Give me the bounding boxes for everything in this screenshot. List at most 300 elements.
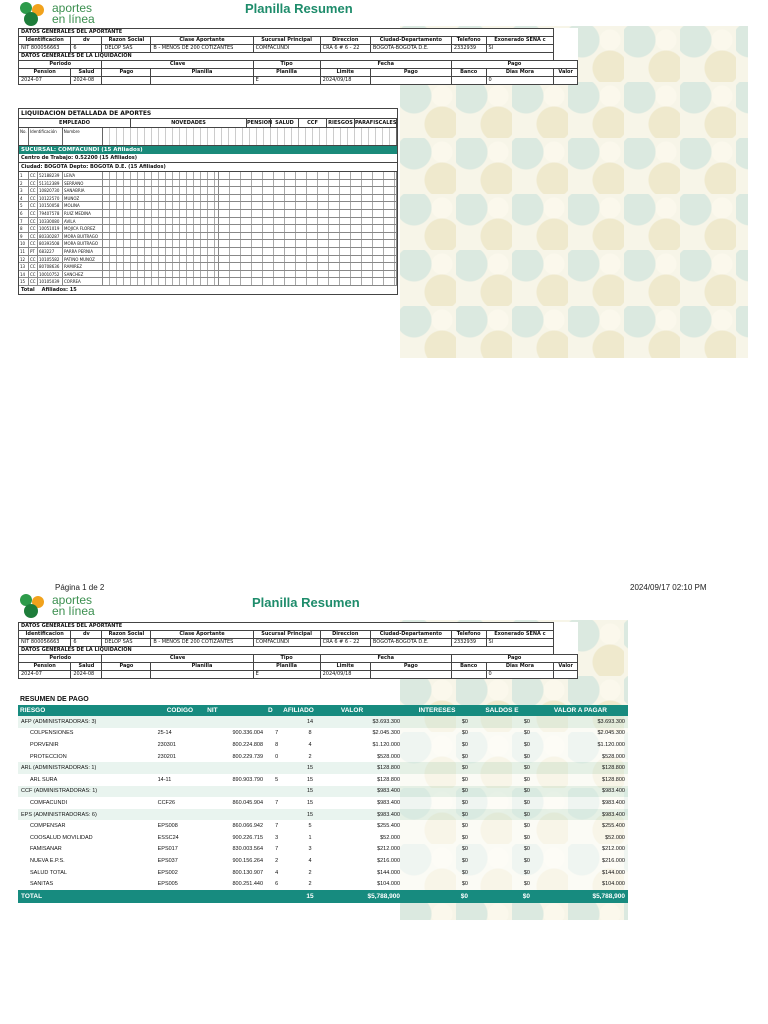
group-row: [18, 762, 628, 774]
row-doc-type: CC: [29, 172, 38, 179]
table-row: [19, 225, 397, 233]
row-aportes: [219, 210, 397, 217]
group-label: Tipo: [253, 655, 320, 663]
cell-saldos: $0: [471, 832, 533, 844]
row-doc-type: CC: [29, 256, 38, 263]
header-values: [19, 639, 578, 647]
column-label: Ciudad-Departamento: [370, 37, 451, 45]
cell-pagar: $3.693.300: [533, 716, 628, 728]
column-value: [370, 77, 451, 85]
cell-riesgo: AFP (ADMINISTRADORAS: 3): [18, 716, 155, 728]
row-novedades: [103, 256, 219, 263]
cell-d: 4: [266, 867, 281, 879]
row-name: PATINO MUNOZ: [63, 256, 103, 263]
column-label: Valor: [554, 69, 578, 77]
cell-d: 7: [266, 844, 281, 856]
row-number: 6: [19, 210, 29, 217]
cell-codigo: EPS037: [155, 855, 206, 867]
section-row: [19, 623, 578, 631]
cell-afiliado: 2: [281, 751, 339, 763]
section-row: [19, 647, 578, 655]
column-label: Salud: [71, 69, 102, 77]
column-value: SI: [486, 639, 554, 647]
cell-riesgo: PROTECCION: [18, 751, 155, 763]
row-aportes: [219, 248, 397, 255]
row-number: 12: [19, 256, 29, 263]
column-value: [451, 671, 486, 679]
table-row: [18, 820, 628, 832]
cell-riesgo: NUEVA E.P.S.: [18, 855, 155, 867]
table-row: [19, 233, 397, 241]
cell-pagar: $216.000: [533, 855, 628, 867]
row-aportes: [219, 187, 397, 194]
column-value: 2024/09/18: [320, 671, 370, 679]
row-novedades: [103, 172, 219, 179]
table-row: [18, 728, 628, 740]
row-number: 11: [19, 248, 29, 255]
cell-codigo: [155, 762, 206, 774]
cell-pagar: $983.400: [533, 797, 628, 809]
cell-saldos: $0: [471, 774, 533, 786]
row-aportes: [219, 195, 397, 202]
table-row: [18, 878, 628, 890]
column-label: Telefono: [451, 631, 486, 639]
cell-saldos: $0: [471, 716, 533, 728]
column-header: NIT: [205, 705, 266, 716]
column-value: 6: [71, 639, 102, 647]
row-number: 3: [19, 187, 29, 194]
cell-codigo: 230201: [155, 751, 206, 763]
column-value: 2024-08: [71, 77, 102, 85]
row-id: 10105582: [38, 256, 63, 263]
cell-pagar: $128.800: [533, 762, 628, 774]
row-aportes: [219, 240, 397, 247]
table-row: [18, 751, 628, 763]
table-row: [18, 867, 628, 879]
column-label: dv: [71, 631, 102, 639]
row-doc-type: CC: [29, 195, 38, 202]
group-header: PENSION: [247, 120, 273, 126]
row-id: 80330287: [38, 233, 63, 240]
table-row: [19, 278, 397, 286]
detalle-total: Total Afiliados: 15: [21, 286, 77, 293]
row-number: 2: [19, 180, 29, 187]
row-aportes: [219, 172, 397, 179]
row-id: 10150058: [38, 202, 63, 209]
cell-riesgo: SANITAS: [18, 878, 155, 890]
table-row: [19, 263, 397, 271]
section-title: DATOS GENERALES DE LA LIQUIDACION: [19, 53, 554, 61]
column-label: Banco: [451, 663, 486, 671]
column-value: [151, 671, 253, 679]
column-label: Identificacion: [19, 631, 71, 639]
table-row: [19, 195, 397, 203]
column-value: 2024-07: [19, 671, 71, 679]
row-novedades: [103, 225, 219, 232]
table-row: [18, 739, 628, 751]
column-label: Pago: [102, 69, 151, 77]
cell-codigo: ESSC24: [155, 832, 206, 844]
group-header: SALUD: [271, 119, 299, 127]
cell-pagar: $104.000: [533, 878, 628, 890]
row-name: SANCHEZ: [63, 271, 103, 278]
section-row: [19, 53, 578, 61]
cell-codigo: EPS017: [155, 844, 206, 856]
column-value: 2024-07: [19, 77, 71, 85]
group-row: [18, 809, 628, 821]
row-doc-type: CC: [29, 263, 38, 270]
logo-text-line2: en línea: [52, 12, 95, 26]
row-novedades: [103, 187, 219, 194]
group-header: CCF: [299, 119, 327, 127]
cell-afiliado: 14: [281, 716, 339, 728]
cell-valor: $3.693.300: [339, 716, 403, 728]
column-label: Clase Aportante: [151, 631, 253, 639]
cell-nit: 800.130.907: [205, 867, 266, 879]
group-label: Pago: [451, 655, 577, 663]
table-row: [19, 202, 397, 210]
column-label: Exonerado SENA c: [486, 37, 554, 45]
cell-afiliado: 15: [281, 797, 339, 809]
column-label: Pago: [370, 69, 451, 77]
row-aportes: [219, 180, 397, 187]
column-label: Pension: [19, 663, 71, 671]
cell-intereses: $0: [403, 855, 471, 867]
cell-intereses: $0: [403, 820, 471, 832]
cell-saldos: $0: [471, 728, 533, 740]
group-row: [18, 716, 628, 728]
total-pagar: $5,788,900: [533, 890, 628, 903]
row-name: MORA BUITRAGO: [63, 233, 103, 240]
cell-codigo: [155, 716, 206, 728]
cell-d: [266, 786, 281, 798]
column-label: Pago: [102, 663, 151, 671]
cell-intereses: $0: [403, 762, 471, 774]
column-label: Dias Mora: [486, 69, 554, 77]
cell-intereses: $0: [403, 751, 471, 763]
row-id: 683227: [38, 248, 63, 255]
page-2: [0, 578, 768, 1024]
row-number: 14: [19, 271, 29, 278]
row-id: 10051019: [38, 225, 63, 232]
cell-riesgo: ARL (ADMINISTRADORAS: 1): [18, 762, 155, 774]
group-label: Fecha: [320, 655, 451, 663]
total-intereses: $0: [403, 890, 471, 903]
row-aportes: [219, 233, 397, 240]
table-row: [18, 832, 628, 844]
column-value: COMFACUNDI: [253, 45, 320, 53]
branch-banner: SUCURSAL: COMFACUNDI (15 Afiliados): [19, 146, 397, 154]
column-value: 0: [486, 671, 554, 679]
column-value: [102, 671, 151, 679]
cell-d: 7: [266, 797, 281, 809]
cell-pagar: $983.400: [533, 809, 628, 821]
column-value: 2024/09/18: [320, 77, 370, 85]
column-label: Planilla: [151, 69, 253, 77]
column-header-novedades: [103, 128, 397, 145]
cell-valor: $2.045.300: [339, 728, 403, 740]
table-row: [18, 797, 628, 809]
cell-codigo: EPS005: [155, 878, 206, 890]
cell-nit: 800.224.808: [205, 739, 266, 751]
cell-nit: 890.903.790: [205, 774, 266, 786]
row-aportes: [219, 202, 397, 209]
row-name: SANABRIA: [63, 187, 103, 194]
cell-codigo: [155, 809, 206, 821]
cell-pagar: $2.045.300: [533, 728, 628, 740]
cell-afiliado: 5: [281, 820, 339, 832]
cell-nit: 900.336.004: [205, 728, 266, 740]
row-id: 52188239: [38, 172, 63, 179]
detalle-title: LIQUIDACION DETALLADA DE APORTES: [19, 109, 397, 119]
row-doc-type: CC: [29, 271, 38, 278]
column-header: Identificación: [29, 128, 63, 145]
cell-intereses: $0: [403, 809, 471, 821]
table-row: [19, 248, 397, 256]
cell-intereses: $0: [403, 774, 471, 786]
row-number: 5: [19, 202, 29, 209]
table-row: [19, 187, 397, 195]
logo-text-line1: aportes: [52, 593, 93, 607]
row-doc-type: CC: [29, 202, 38, 209]
row-name: PARRA PERNIA: [63, 248, 103, 255]
row-doc-type: CC: [29, 240, 38, 247]
logo-text-line2: en línea: [52, 604, 95, 618]
total-label: TOTAL: [18, 890, 155, 903]
cell-codigo: 230301: [155, 739, 206, 751]
row-name: LEIVA: [63, 172, 103, 179]
cell-saldos: $0: [471, 844, 533, 856]
row-novedades: [103, 271, 219, 278]
column-label: Planilla: [151, 663, 253, 671]
brand-logo: [20, 594, 95, 618]
column-value: BOGOTA-BOGOTA D.E.: [370, 639, 451, 647]
cell-d: 0: [266, 751, 281, 763]
logo-mark-icon: [20, 594, 48, 618]
column-value: B - MENOS DE 200 COTIZANTES: [151, 45, 253, 53]
column-label: Clase Aportante: [151, 37, 253, 45]
cell-valor: $528.000: [339, 751, 403, 763]
cell-nit: 830.003.564: [205, 844, 266, 856]
column-label: Pension: [19, 69, 71, 77]
row-doc-type: CC: [29, 210, 38, 217]
column-value: CRA 6 # 6 - 22: [320, 45, 370, 53]
cell-saldos: $0: [471, 797, 533, 809]
column-value: SI: [486, 45, 554, 53]
cell-valor: $104.000: [339, 878, 403, 890]
column-header: AFILIADO: [281, 705, 339, 716]
cell-valor: $128.800: [339, 762, 403, 774]
cell-d: 8: [266, 739, 281, 751]
row-number: 10: [19, 240, 29, 247]
group-row: [18, 786, 628, 798]
group-label: Periodo: [19, 655, 102, 663]
cell-riesgo: FAMISANAR: [18, 844, 155, 856]
header-labels: [19, 631, 578, 639]
column-header: INTERESES: [403, 705, 471, 716]
column-label: Salud: [71, 663, 102, 671]
ciudad-info: Ciudad: BOGOTA Depto: BOGOTA D.E. (15 Afiliados): [19, 163, 397, 172]
total-empty: [266, 890, 281, 903]
cell-valor: $983.400: [339, 809, 403, 821]
column-label: Telefono: [451, 37, 486, 45]
cell-d: 7: [266, 728, 281, 740]
group-label: Pago: [451, 61, 577, 69]
cell-codigo: [155, 786, 206, 798]
column-value: DELOP SAS: [102, 45, 151, 53]
group-label: Clave: [102, 655, 253, 663]
row-novedades: [103, 218, 219, 225]
row-id: 10330080: [38, 218, 63, 225]
cell-nit: 800.229.739: [205, 751, 266, 763]
row-id: 80393508: [38, 240, 63, 247]
row-id: 10820730: [38, 187, 63, 194]
cell-intereses: $0: [403, 878, 471, 890]
cell-d: 7: [266, 820, 281, 832]
cell-valor: $216.000: [339, 855, 403, 867]
group-header: PARAFISCALES: [355, 120, 397, 126]
cell-d: 6: [266, 878, 281, 890]
page-1: [0, 0, 768, 370]
column-value: [102, 77, 151, 85]
cell-saldos: $0: [471, 762, 533, 774]
cell-afiliado: 8: [281, 728, 339, 740]
cell-intereses: $0: [403, 716, 471, 728]
table-row: [18, 844, 628, 856]
total-row: [18, 890, 628, 903]
cell-intereses: $0: [403, 832, 471, 844]
cell-saldos: $0: [471, 751, 533, 763]
cell-saldos: $0: [471, 855, 533, 867]
cell-saldos: $0: [471, 786, 533, 798]
row-aportes: [219, 278, 397, 285]
row-number: 1: [19, 172, 29, 179]
row-novedades: [103, 195, 219, 202]
cell-codigo: 25-14: [155, 728, 206, 740]
section-title: DATOS GENERALES DE LA LIQUIDACION: [19, 647, 554, 655]
cell-afiliado: 15: [281, 809, 339, 821]
column-header: VALOR A PAGAR: [533, 705, 628, 716]
logo-mark-icon: [20, 2, 48, 26]
column-label: Ciudad-Departamento: [370, 631, 451, 639]
row-name: MORA BUITRAGO: [63, 240, 103, 247]
row-doc-type: CC: [29, 180, 38, 187]
row-aportes: [219, 263, 397, 270]
cell-intereses: $0: [403, 797, 471, 809]
section-title: DATOS GENERALES DEL APORTANTE: [19, 29, 554, 37]
page-title: Planilla Resumen: [252, 595, 360, 610]
cell-afiliado: 4: [281, 739, 339, 751]
resumen-pago: [18, 694, 628, 903]
centro-trabajo: Centro de Trabajo: 0.52200 (15 Afiliados): [19, 154, 397, 163]
cell-riesgo: COMFACUNDI: [18, 797, 155, 809]
table-row: [18, 774, 628, 786]
column-label: Direccion: [320, 37, 370, 45]
cell-nit: 900.156.264: [205, 855, 266, 867]
cell-saldos: $0: [471, 820, 533, 832]
cell-afiliado: 15: [281, 786, 339, 798]
row-novedades: [103, 278, 219, 285]
column-label: Valor: [554, 663, 578, 671]
table-row: [19, 240, 397, 248]
cell-riesgo: COLPENSIONES: [18, 728, 155, 740]
column-header: Nombre: [63, 128, 103, 145]
row-name: MOJICA FLOREZ: [63, 225, 103, 232]
cell-pagar: $255.400: [533, 820, 628, 832]
group-label: Fecha: [320, 61, 451, 69]
cell-intereses: $0: [403, 786, 471, 798]
row-name: SERRANO: [63, 180, 103, 187]
cell-nit: [205, 786, 266, 798]
cell-nit: 900.226.715: [205, 832, 266, 844]
column-label: Direccion: [320, 631, 370, 639]
liq-group-labels: [19, 61, 578, 69]
cell-d: 3: [266, 832, 281, 844]
column-value: 2332939: [451, 639, 486, 647]
cell-d: 2: [266, 855, 281, 867]
column-value: 2332939: [451, 45, 486, 53]
group-label: Tipo: [253, 61, 320, 69]
column-label: Planilla: [253, 663, 320, 671]
cell-valor: $983.400: [339, 786, 403, 798]
cell-valor: $144.000: [339, 867, 403, 879]
cell-nit: [205, 809, 266, 821]
row-doc-type: CC: [29, 233, 38, 240]
cell-codigo: EPS008: [155, 820, 206, 832]
cell-d: [266, 809, 281, 821]
table-row: [19, 180, 397, 188]
header-values: [19, 45, 578, 53]
cell-codigo: EPS002: [155, 867, 206, 879]
row-number: 15: [19, 278, 29, 285]
column-value: 2024-08: [71, 671, 102, 679]
cell-valor: $255.400: [339, 820, 403, 832]
cell-intereses: $0: [403, 844, 471, 856]
column-value: 6: [71, 45, 102, 53]
column-header: D: [266, 705, 281, 716]
page-number: Página 1 de 2: [55, 583, 105, 592]
table-row: [19, 218, 397, 226]
resumen-header-row: [18, 705, 628, 716]
page-title: Planilla Resumen: [245, 1, 353, 16]
row-doc-type: CC: [29, 225, 38, 232]
row-name: RUIZ MEDINA: [63, 210, 103, 217]
row-name: RAMIREZ: [63, 263, 103, 270]
cell-valor: $212.000: [339, 844, 403, 856]
table-row: [19, 256, 397, 264]
column-header: No.: [19, 128, 29, 145]
row-doc-type: CC: [29, 218, 38, 225]
cell-intereses: $0: [403, 728, 471, 740]
cell-saldos: $0: [471, 809, 533, 821]
column-label: dv: [71, 37, 102, 45]
cell-riesgo: PORVENIR: [18, 739, 155, 751]
column-value: DELOP SAS: [102, 639, 151, 647]
liq-values: [19, 671, 578, 679]
row-novedades: [103, 180, 219, 187]
header-table: [18, 28, 578, 85]
row-number: 9: [19, 233, 29, 240]
group-label: Periodo: [19, 61, 102, 69]
column-value: NIT 800056663: [19, 45, 71, 53]
column-header: SALDOS E: [471, 705, 533, 716]
total-valor: $5,788,900: [339, 890, 403, 903]
cell-afiliado: 1: [281, 832, 339, 844]
table-row: [19, 271, 397, 279]
column-header: CODIGO: [155, 705, 206, 716]
row-novedades: [103, 248, 219, 255]
liquidacion-detallada: [18, 108, 398, 295]
